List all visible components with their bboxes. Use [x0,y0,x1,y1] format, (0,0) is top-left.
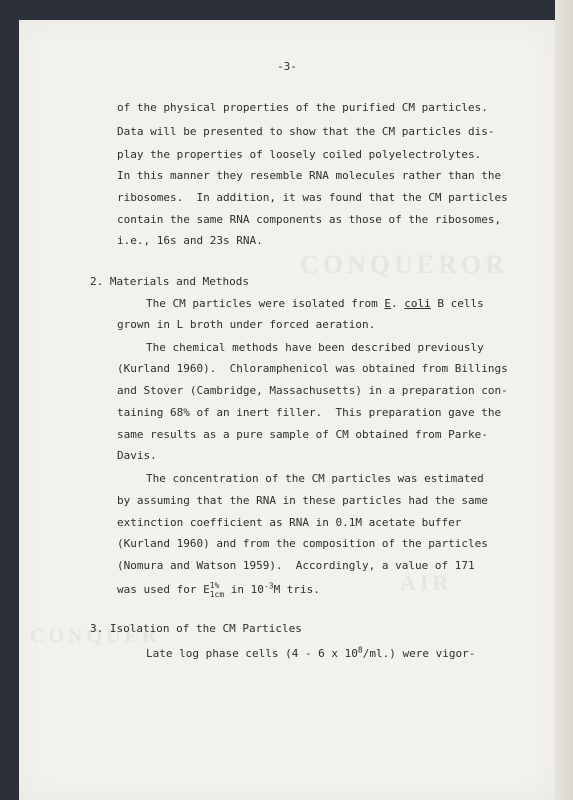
text-line: The CM particles were isolated from E. coli B cells [146,297,484,310]
text-line: and Stover (Cambridge, Massachusetts) in a preparation con- [117,384,508,397]
italic-species: coli [404,297,431,310]
text-line: (Kurland 1960) and from the composition of the particles [117,537,488,550]
text-line: contain the same RNA components as those of the ribosomes, [117,213,502,226]
text-line: Late log phase cells (4 - 6 x $10^8/ml$.) were vigor- [146,645,476,660]
formula-subscript: 1cm [209,590,225,599]
page-number: -3- [277,60,297,73]
text-line: same results as a pure sample of CM obtained from Parke- [117,428,488,441]
text-line: extinction coefficient as RNA in 0.1M acetate buffer [117,516,462,529]
section-heading-isolation: 3. Isolation of the CM Particles [90,622,302,635]
text-line: (Kurland 1960). Chloramphenicol was obtained from Billings [117,362,508,375]
text-line: play the properties of loosely coiled polyelectrolytes. [117,148,482,161]
text-line: ribosomes. In addition, it was found that the CM particles [117,191,508,204]
italic-genus: E [384,297,392,310]
text-line: The chemical methods have been described previously [146,341,484,354]
text-line: The concentration of the CM particles was estimated [146,472,484,485]
text-line: of the physical properties of the purified CM particles. [117,101,488,114]
formula-line: was used for E 1% 1cm in $10^{-3}M$ tris. [117,581,320,599]
section-heading-materials-methods: 2. Materials and Methods [90,275,249,288]
text-line: i.e., 16s and 23s RNA. [117,234,263,247]
text-line: grown in L broth under forced aeration. [117,318,376,331]
exponent: -3 [263,581,274,591]
text-line: Davis. [117,449,157,462]
text-line: by assuming that the RNA in these particles had the same [117,494,488,507]
text-line: (Nomura and Watson 1959). Accordingly, a value of 171 [117,559,475,572]
text-line: Data will be presented to show that the CM particles dis- [117,125,495,138]
exponent: 8 [357,645,363,655]
text-line: In this manner they resemble RNA molecules rather than the [117,169,502,182]
binder-edge [555,0,573,800]
text-line: taining 68% of an inert filler. This preparation gave the [117,406,502,419]
formula-superscript: 1% [209,581,220,590]
